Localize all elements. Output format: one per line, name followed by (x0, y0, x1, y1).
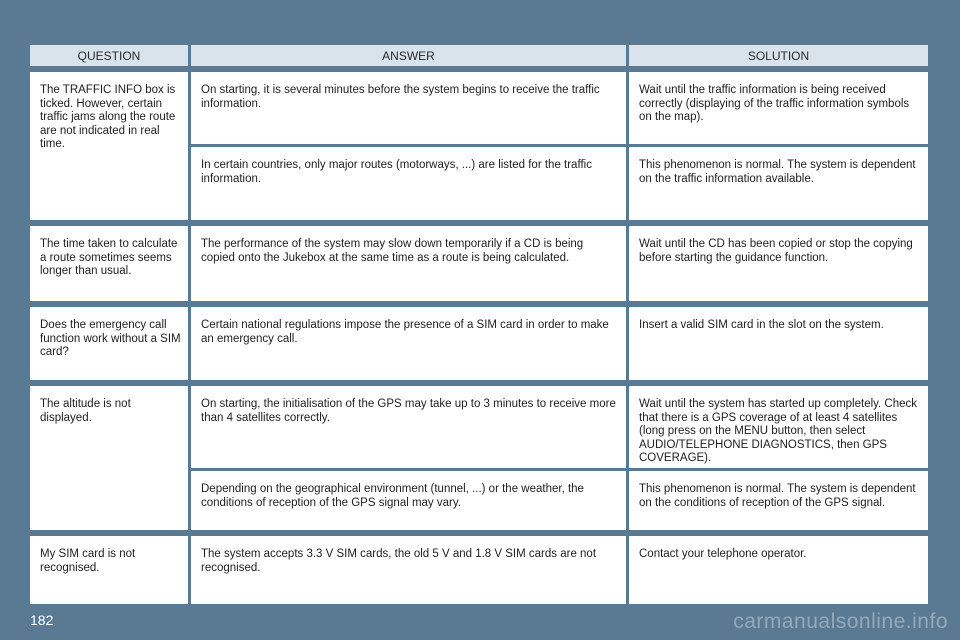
table-row (191, 147, 928, 220)
table-row (191, 471, 928, 530)
table-header (30, 45, 928, 66)
question-cell: The altitude is not displayed. (30, 386, 188, 530)
answer-cell: Depending on the geographical environment (tunnel, ...) or the weather, the conditions of reception of the GPS signal may vary. (191, 471, 626, 530)
table-group (30, 386, 928, 530)
solution-header: SOLUTION (629, 45, 928, 66)
question-cell: Does the emergency call function work without a SIM card? (30, 307, 188, 380)
solution-cell: Insert a valid SIM card in the slot on the system. (629, 307, 928, 380)
question-cell: The time taken to calculate a route sometimes seems longer than usual. (30, 226, 188, 301)
table-row (191, 536, 928, 604)
solution-cell: Wait until the system has started up completely. Check that there is a GPS coverage of at least 4 satellites (long press on the MENU button, then select AUDIO/TELEPHONE DIAGNOSTICS, then GPS COVERAGE). (629, 386, 928, 468)
table-group (30, 536, 928, 604)
table-row (191, 226, 928, 301)
answer-cell: Certain national regulations impose the presence of a SIM card in order to make an emergency call. (191, 307, 626, 380)
solution-cell: Wait until the CD has been copied or stop the copying before starting the guidance function. (629, 226, 928, 301)
question-header: QUESTION (30, 45, 188, 66)
answer-cell: The system accepts 3.3 V SIM cards, the old 5 V and 1.8 V SIM cards are not recognised. (191, 536, 626, 604)
answer-cell: The performance of the system may slow down temporarily if a CD is being copied onto the Jukebox at the same time as a route is being calculated. (191, 226, 626, 301)
solution-cell: Wait until the traffic information is being received correctly (displaying of the traffic information symbols on the map). (629, 72, 928, 144)
troubleshooting-table (30, 45, 928, 604)
answer-cell: In certain countries, only major routes (motorways, ...) are listed for the traffic information. (191, 147, 626, 220)
table-row (191, 307, 928, 380)
page-number: 182 (30, 612, 54, 628)
watermark: carmanualsonline.info (733, 610, 948, 633)
table-row (191, 386, 928, 468)
table-row (191, 72, 928, 144)
solution-cell: Contact your telephone operator. (629, 536, 928, 604)
table-group (30, 72, 928, 220)
answer-header: ANSWER (191, 45, 626, 66)
answer-cell: On starting, it is several minutes before the system begins to receive the traffic information. (191, 72, 626, 144)
question-cell: My SIM card is not recognised. (30, 536, 188, 604)
table-group (30, 226, 928, 301)
table-group (30, 307, 928, 380)
solution-cell: This phenomenon is normal. The system is dependent on the conditions of reception of the GPS signal. (629, 471, 928, 530)
solution-cell: This phenomenon is normal. The system is dependent on the traffic information available. (629, 147, 928, 220)
answer-cell: On starting, the initialisation of the GPS may take up to 3 minutes to receive more than 4 satellites correctly. (191, 386, 626, 468)
question-cell: The TRAFFIC INFO box is ticked. However, certain traffic jams along the route are not indicated in real time. (30, 72, 188, 220)
